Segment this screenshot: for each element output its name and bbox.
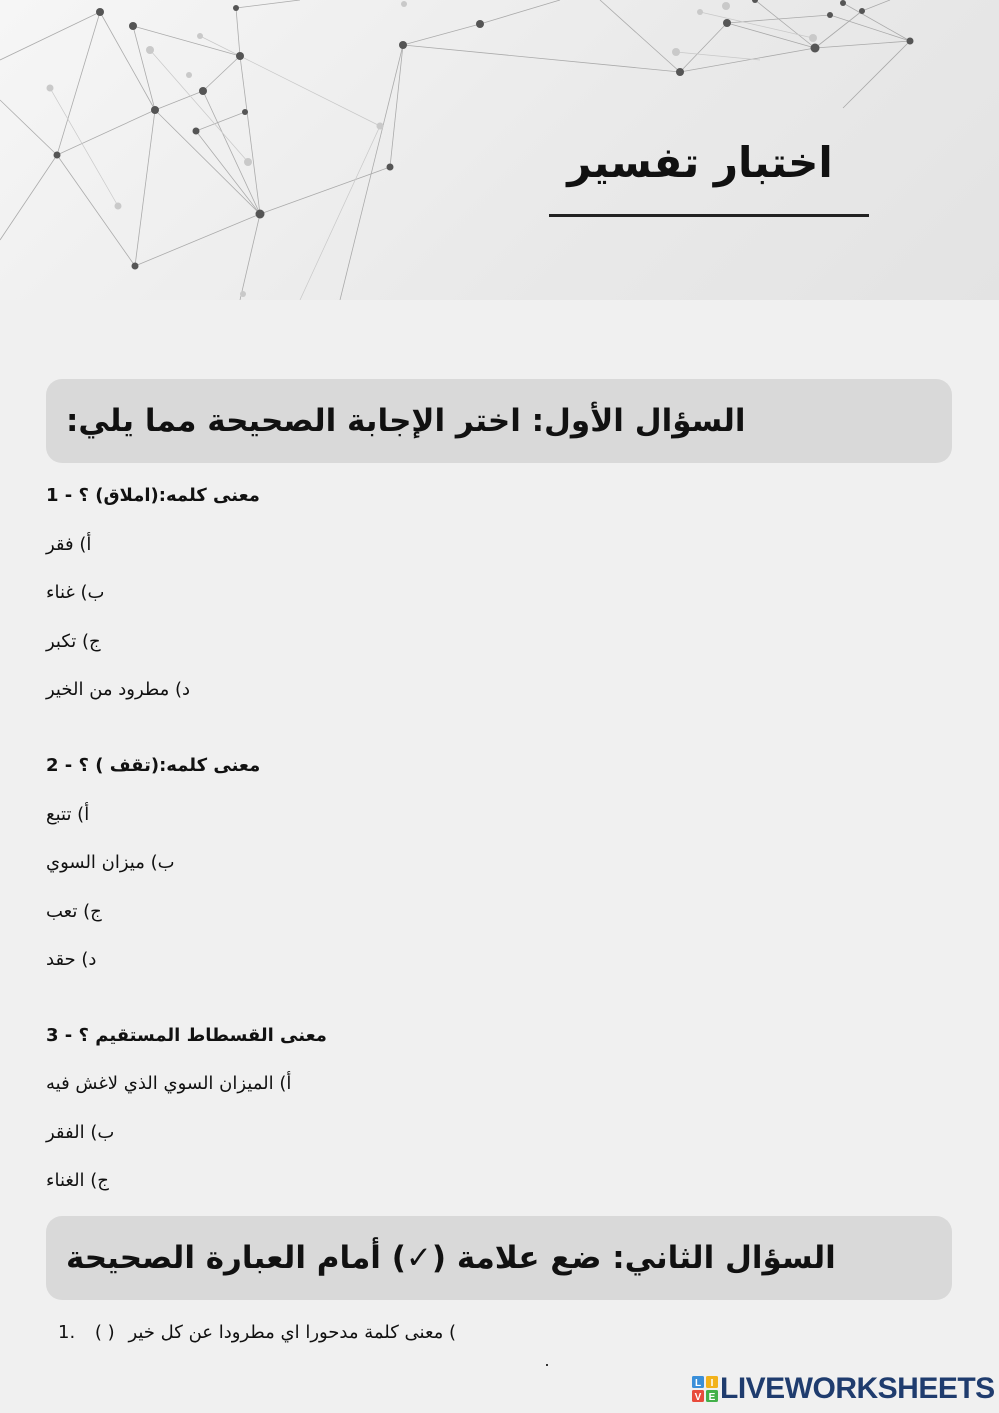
question-1-option-a[interactable]: أ) فقر [46, 534, 92, 555]
stray-dot-decoration [546, 1364, 548, 1366]
item-text: معنى كلمة مدحورا اي مطرودا عن كل خير ( [128, 1322, 457, 1343]
answer-blank[interactable]: ( ) [94, 1322, 115, 1343]
svg-text:I: I [710, 1378, 714, 1389]
brand-name: LIVEWORKSHEETS [720, 1372, 995, 1405]
question-3-option-c[interactable]: ج) الغناء [46, 1170, 109, 1191]
network-pattern-decoration [0, 0, 999, 300]
question-1-option-b[interactable]: ب) غناء [46, 582, 105, 603]
section2-heading-box [46, 1216, 952, 1300]
question-2-option-c[interactable]: ج) تعب [46, 901, 102, 922]
question-1-prompt: 1 - معنى كلمه:(املاق) ؟ [46, 485, 260, 506]
svg-text:E: E [708, 1392, 716, 1402]
item-number: 1. [58, 1322, 76, 1343]
header-banner [0, 0, 999, 300]
question-3-prompt: 3 - معنى القسطاط المستقيم ؟ [46, 1025, 327, 1046]
true-false-item-1 [58, 1321, 456, 1345]
section1-heading: :السؤال الأول: اختر الإجابة الصحيحة مما يلي [66, 403, 746, 439]
question-3-option-a[interactable]: أ) الميزان السوي الذي لاغش فيه [46, 1073, 292, 1094]
liveworksheets-logo-icon [692, 1376, 718, 1402]
section2-heading: السؤال الثاني: ضع علامة (✓) أمام العبارة الصحيحة [66, 1240, 836, 1276]
question-1-option-d[interactable]: د) مطرود من الخير [46, 679, 191, 700]
section1-heading-box [46, 379, 952, 463]
question-1-option-c[interactable]: ج) تكبر [46, 631, 101, 652]
svg-text:L: L [694, 1378, 702, 1389]
question-3-option-b[interactable]: ب) الفقر [46, 1122, 115, 1143]
question-2-option-b[interactable]: ب) ميزان السوي [46, 852, 175, 873]
liveworksheets-brand[interactable] [692, 1372, 995, 1406]
title-underline [549, 214, 869, 217]
page-title: اختبار تفسير [567, 138, 833, 187]
question-2-option-d[interactable]: د) حقد [46, 949, 97, 970]
svg-text:V: V [694, 1392, 702, 1402]
question-2-prompt: 2 - معنى كلمه:(تقف ) ؟ [46, 755, 261, 776]
question-2-option-a[interactable]: أ) تتبع [46, 804, 90, 825]
